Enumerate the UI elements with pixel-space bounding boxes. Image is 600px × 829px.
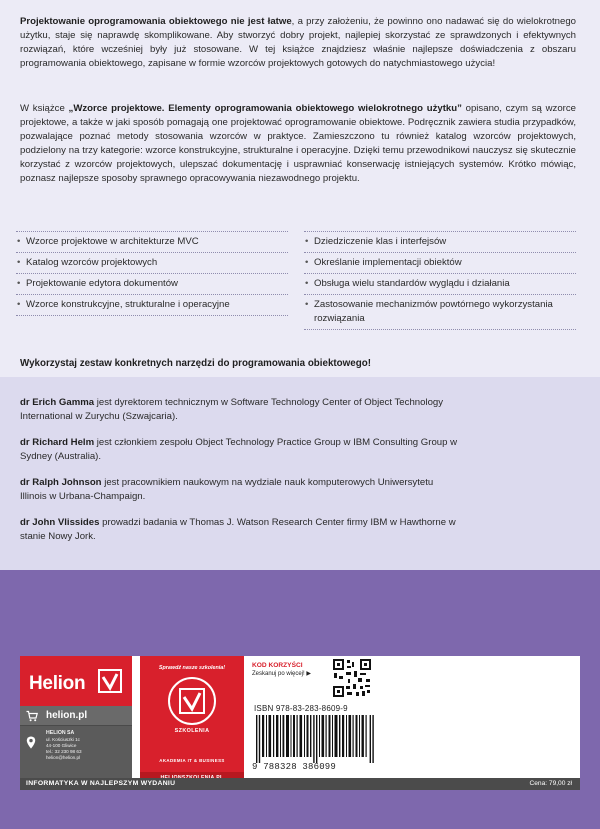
imprint-strip: [20, 778, 580, 790]
book-title: „Wzorce projektowe. Elementy oprogramowania obiektowego wielokrotnego użytku”: [68, 103, 462, 114]
call-to-action: Wykorzystaj zestaw konkretnych narzędzi do programowania obiektowego!: [20, 358, 371, 369]
feature-column-left: [16, 231, 288, 316]
feature-item: • Dziedziczenie klas i interfejsów: [304, 231, 576, 252]
helion-logo: Helion: [29, 673, 86, 694]
feature-column-right: [304, 231, 576, 330]
publisher-panel: [20, 656, 580, 790]
author-bio: [20, 396, 460, 424]
intro-lead: Projektowanie oprogramowania obiektowego nie jest łatwe: [20, 16, 292, 27]
author-bio-text: jest dyrektorem technicznym w Software Technology Center of Object Technology International w Zurychu (Szwajcaria).: [20, 397, 444, 422]
isbn: ISBN 978-83-283-8609-9: [254, 704, 348, 713]
address-line: ul. Kościuszki 1c: [46, 736, 80, 742]
author-bio-text: jest członkiem zespołu Object Technology Practice Group w IBM Consulting Group w Sydney (Australia).: [20, 437, 458, 462]
qr-code-icon[interactable]: [332, 658, 372, 698]
kod-sub: Zeskanuj po więcej! ▶: [252, 671, 311, 677]
author-name: dr Ralph Johnson: [20, 477, 102, 488]
szkolenia-block: [140, 656, 244, 790]
address-line: 44-100 Gliwice: [46, 742, 77, 748]
feature-item: • Określanie implementacji obiektów: [304, 252, 576, 273]
price: Cena: 79,00 zł: [529, 780, 572, 787]
cart-icon: [26, 710, 38, 722]
barcode-icon: [256, 715, 374, 763]
author-name: dr Richard Helm: [20, 437, 95, 448]
szkolenia-sub: AKADEMIA IT & BUSINESS: [159, 758, 225, 763]
book-description: [20, 102, 576, 187]
feature-item: • Wzorce projektowe w architekturze MVC: [16, 231, 288, 252]
address-line: helion@helion.pl: [46, 754, 81, 760]
szkolenia-title: [144, 728, 240, 763]
imprint-slogan: INFORMATYKA W NAJLEPSZYM WYDANIU: [26, 780, 176, 787]
helion-mark-icon: [98, 669, 122, 693]
helion-website[interactable]: helion.pl: [46, 710, 88, 721]
intro-text: , a przy założeniu, że powinno ono nadawać się do wielokrotnego użytku, staje się naprawdę skomplikowane. Aby stworzyć dobry projekt, najlepiej skorzystać ze sprawdzonych i efektywnych rozwiązań, które wcześniej były już stosowane. W tej książce znajdziesz właśnie najlepsze doświadczenia z obszaru programowania obiektowego, zapisane w formie wzorców projektowych gotowych do natychmiastowego użycia!: [20, 16, 576, 70]
helion-address: [46, 731, 82, 761]
szkolenia-mark-icon: [179, 688, 205, 714]
book-description-pre: W książce: [20, 103, 69, 114]
helion-company: HELION SA: [46, 730, 75, 736]
author-bio: [20, 516, 460, 544]
author-name: dr Erich Gamma: [20, 397, 95, 408]
author-name: dr John Vlissides: [20, 517, 100, 528]
kod-korzysci: [252, 662, 311, 678]
author-bio: [20, 436, 460, 464]
author-bio-text: jest pracownikiem naukowym na wydziale nauk komputerowych Uniwersytetu Illinois w Urbana-Champaign.: [20, 477, 434, 502]
szkolenia-badge: [168, 677, 216, 725]
intro-paragraph: [20, 15, 576, 71]
feature-item: • Katalog wzorców projektowych: [16, 252, 288, 273]
location-pin-icon: [26, 736, 36, 749]
book-description-text: opisano, czym są wzorce projektowe, a także w jaki sposób pomagają one projektować oprogramowanie obiektowe. Podręcznik zawiera studia przypadków, pozwalające poznać metody stosowania wzorców w praktyce. Zamieszczono tu również katalog wzorców projektowych, podzielony na trzy kategorie: wzorce konstrukcyjne, strukturalne i operacyjne. Dzięki temu przewodnikowi nauczysz się skutecznie korzystać z wzorców projektowych, ulepszać dokumentację i usprawniać konserwację istniejących systemów. Krótko mówiąc, poznasz najlepsze sposoby sprawnego opracowywania niezawodnego projektu.: [20, 103, 576, 185]
helion-logo-block: [20, 656, 132, 706]
feature-item: • Wzorce konstrukcyjne, strukturalne i operacyjne: [16, 294, 288, 316]
kod-heading: KOD KORZYŚCI: [252, 662, 303, 669]
feature-item: • Zastosowanie mechanizmów powtórnego wykorzystania rozwiązania: [304, 294, 576, 330]
helion-website-row[interactable]: [20, 706, 132, 726]
author-bio-text: prowadzi badania w Thomas J. Watson Research Center firmy IBM w Hawthorne w stanie Nowy Jork.: [20, 517, 456, 542]
author-bio: [20, 476, 460, 504]
barcode-number: 9 788328 386099: [252, 762, 337, 772]
address-line: tel.: 32 230 98 63: [46, 748, 82, 754]
feature-item: • Projektowanie edytora dokumentów: [16, 273, 288, 294]
feature-item: • Obsługa wielu standardów wyglądu i działania: [304, 273, 576, 294]
szkolenia-tagline: Sprawdź nasze szkolenia!: [158, 665, 226, 671]
szkolenia-word: SZKOLENIA: [174, 728, 210, 734]
